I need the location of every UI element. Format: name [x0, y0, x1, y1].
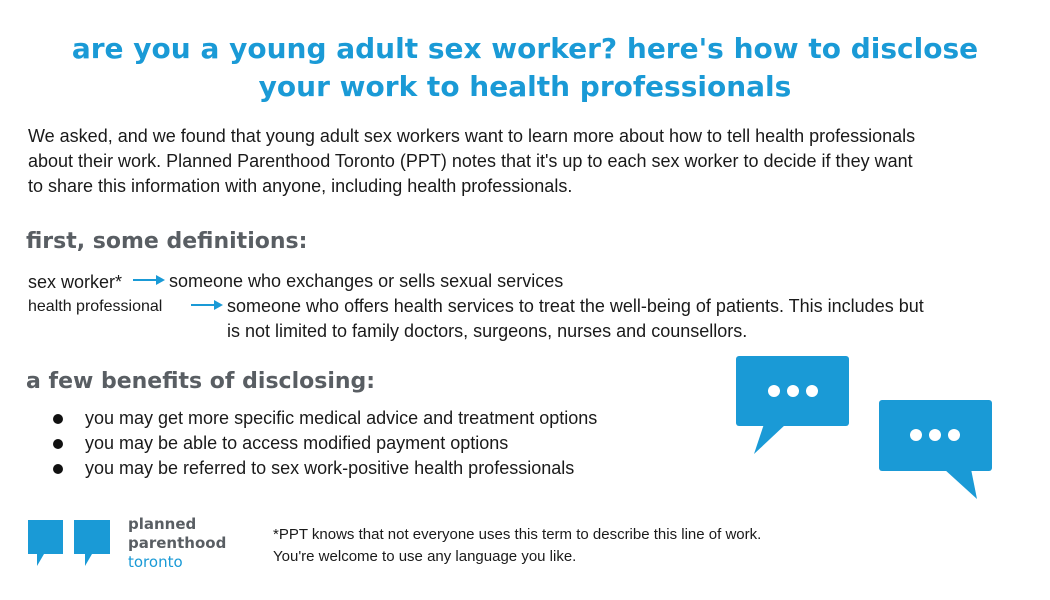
definition-text-line: is not limited to family doctors, surgeons, nurses and counsellors.: [227, 321, 748, 341]
speech-bubble-icon: [879, 400, 994, 500]
benefit-text: you may be able to access modified payment options: [85, 433, 509, 453]
logo-line-2: parenthood: [128, 534, 227, 552]
footnote: [273, 524, 761, 568]
intro-line-1: We asked, and we found that young adult sex workers want to learn more about how to tell health professionals: [28, 126, 916, 146]
bullet-icon: [53, 414, 63, 424]
page-title-line-2: your work to health professionals: [258, 70, 792, 103]
definition-term-health-professional: health professional: [28, 298, 163, 315]
intro-line-2: about their work. Planned Parenthood Toronto (PPT) notes that it's up to each sex worker to decide if they want: [28, 151, 913, 171]
arrow-right-icon: [190, 298, 224, 312]
definition-term-sex-worker: sex worker*: [28, 272, 123, 292]
benefits-heading: a few benefits of disclosing:: [26, 369, 376, 394]
logo-wordmark: [128, 515, 226, 572]
list-item: [50, 456, 597, 481]
intro-line-3: to share this information with anyone, including health professionals.: [28, 176, 573, 196]
page-title-line-1: are you a young adult sex worker? here's how to disclose: [71, 32, 979, 65]
planned-parenthood-logo: [28, 518, 114, 572]
footnote-line-2: You're welcome to use any language you like.: [273, 548, 577, 565]
definition-text-sex-worker: [169, 269, 563, 294]
list-item: [50, 406, 597, 431]
logo-line-3: toronto: [128, 553, 183, 571]
arrow-right-icon: [132, 273, 166, 287]
benefit-text: you may get more specific medical advice and treatment options: [85, 408, 598, 428]
bullet-icon: [53, 439, 63, 449]
logo-line-1: planned: [128, 515, 197, 533]
footnote-line-1: *PPT knows that not everyone uses this term to describe this line of work.: [273, 526, 762, 543]
benefit-text: you may be referred to sex work-positive health professionals: [85, 458, 575, 478]
speech-bubble-icon: [736, 356, 851, 456]
page-title: [0, 30, 1050, 106]
list-item: [50, 431, 597, 456]
definition-text-line: someone who exchanges or sells sexual services: [169, 271, 564, 291]
definition-text-health-professional: [227, 294, 924, 344]
benefits-list: [50, 406, 597, 481]
intro-paragraph: [28, 124, 1028, 199]
definitions-heading: first, some definitions:: [26, 229, 308, 254]
bullet-icon: [53, 464, 63, 474]
definition-text-line: someone who offers health services to treat the well-being of patients. This includes but: [227, 296, 924, 316]
